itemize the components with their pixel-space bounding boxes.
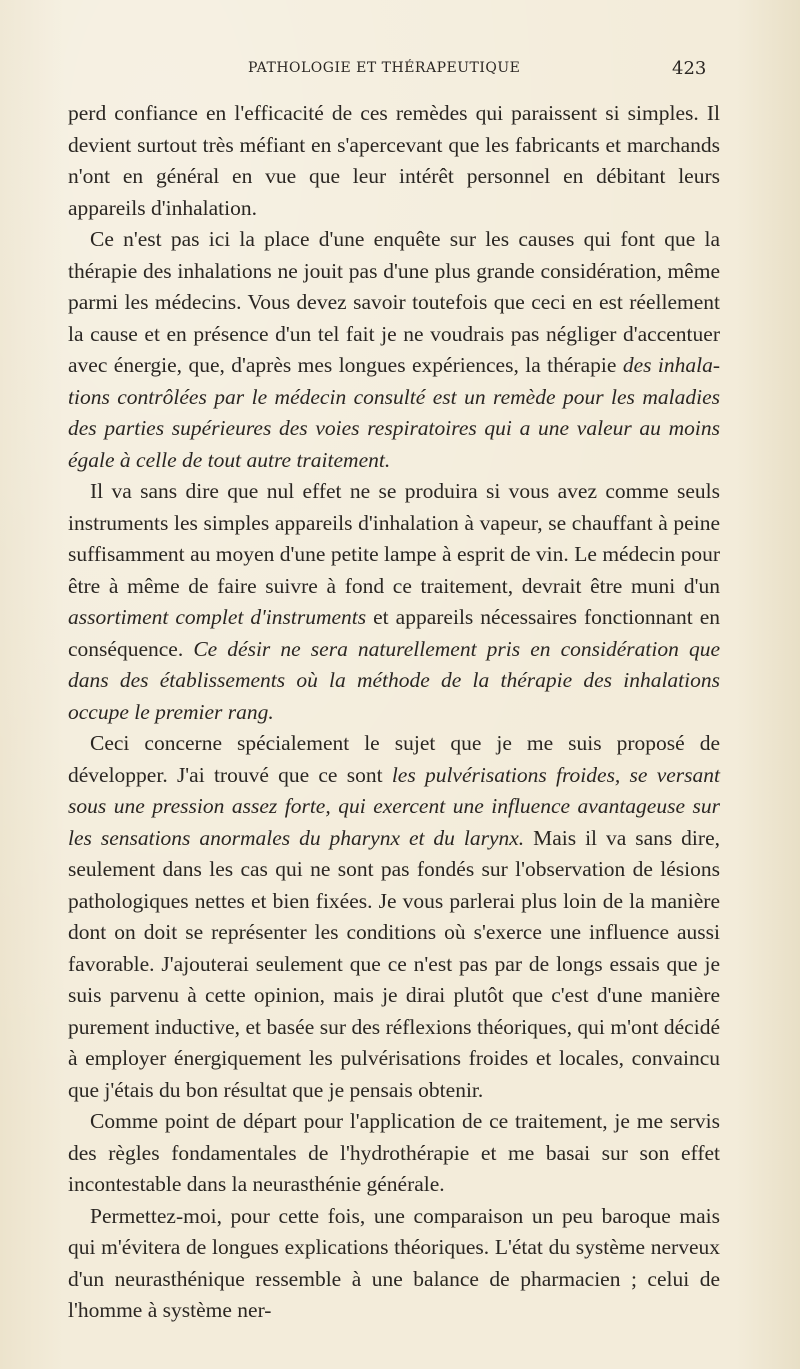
text-run: Mais il va sans dire, seulement dans les cas qui ne sont pas fondés sur l'observation de lésions pathologiques nettes et bien fixées. Je vous parlerai plus loin de la manière dont on doit se représenter les conditions où s'exerce une influence aussi favorable. J'ajouterai seulement que ce n'est pas par de longs essais que je suis parvenu à cette opinion, mais je dirai plutôt que c'est d'une manière purement inductive, et basée sur des réflexions théoriques, qui m'ont décidé à employer énergiquement les pulvérisations froides et locales, convaincu que j'étais du bon résultat que je pensais obtenir.: [68, 825, 720, 1102]
text-run: et appareils nécessaires fonctionnant en conséquence.: [68, 605, 720, 661]
italic-text: assortiment complet d'instruments: [68, 605, 367, 629]
running-head: [0, 58, 800, 82]
paragraph-6: [68, 1201, 720, 1327]
paragraph-5: [68, 1106, 720, 1201]
body-text: [68, 98, 720, 1327]
text-run: Permettez-moi, pour cette fois, une comparaison un peu baroque mais qui m'évitera de longues explications théoriques. L'état du système nerveux d'un neurasthénique ressemble à une balance de pharmacien ; celui de l'homme à système ner-: [68, 1203, 720, 1322]
paragraph-2: [68, 224, 720, 476]
text-run: perd confiance en l'efficacité de ces remèdes qui paraissent si simples. Il devient surtout très méfiant en s'apercevant que les fabricants et marchands n'ont en général en vue que leur intérêt personnel en débitant leurs appareils d'inhalation.: [68, 101, 720, 220]
italic-text: les pulvérisations froides, se versant sous une pression assez forte, qui exercent une influence avantageuse sur les sensations anormales du pharynx et du larynx.: [68, 762, 720, 850]
italic-text: des inhalations contrôlées par le médecin consulté est un remède pour les maladies des parties supérieures des voies respiratoires qui a une valeur au moins égale à celle de tout autre traitement.: [68, 353, 720, 472]
running-head-title: PATHOLOGIE ET THÉRAPEUTIQUE: [248, 60, 521, 76]
italic-text: Ce désir ne sera naturellement pris en considération que dans des établissements où la méthode de la thérapie des inhalations occupe le premier rang.: [68, 636, 720, 724]
paragraph-1: [68, 98, 720, 224]
paragraph-3: [68, 476, 720, 728]
paragraph-4: [68, 728, 720, 1106]
text-run: Ceci concerne spécialement le sujet que je me suis proposé de développer. J'ai trouvé que ce sont: [68, 731, 720, 787]
text-run: Il va sans dire que nul effet ne se produira si vous avez comme seuls instruments les simples appareils d'inhalation à vapeur, se chauffant à peine suffisamment au moyen d'une petite lampe à esprit de vin. Le médecin pour être à même de faire suivre à fond ce traitement, devrait être muni d'un: [68, 479, 720, 598]
page-number: 423: [672, 58, 707, 79]
text-run: Ce n'est pas ici la place d'une enquête sur les causes qui font que la thérapie des inhalations ne jouit pas d'une plus grande considération, même parmi les médecins. Vous devez savoir toutefois que ceci en est réellement la cause et en présence d'un tel fait je ne voudrais pas négliger d'accentuer avec énergie, que, d'après mes longues expériences, la thérapie: [68, 227, 720, 377]
text-run: Comme point de départ pour l'application de ce traitement, je me servis des règles fondamentales de l'hydrothérapie et me basai sur son effet incontestable dans la neurasthénie générale.: [68, 1109, 720, 1196]
